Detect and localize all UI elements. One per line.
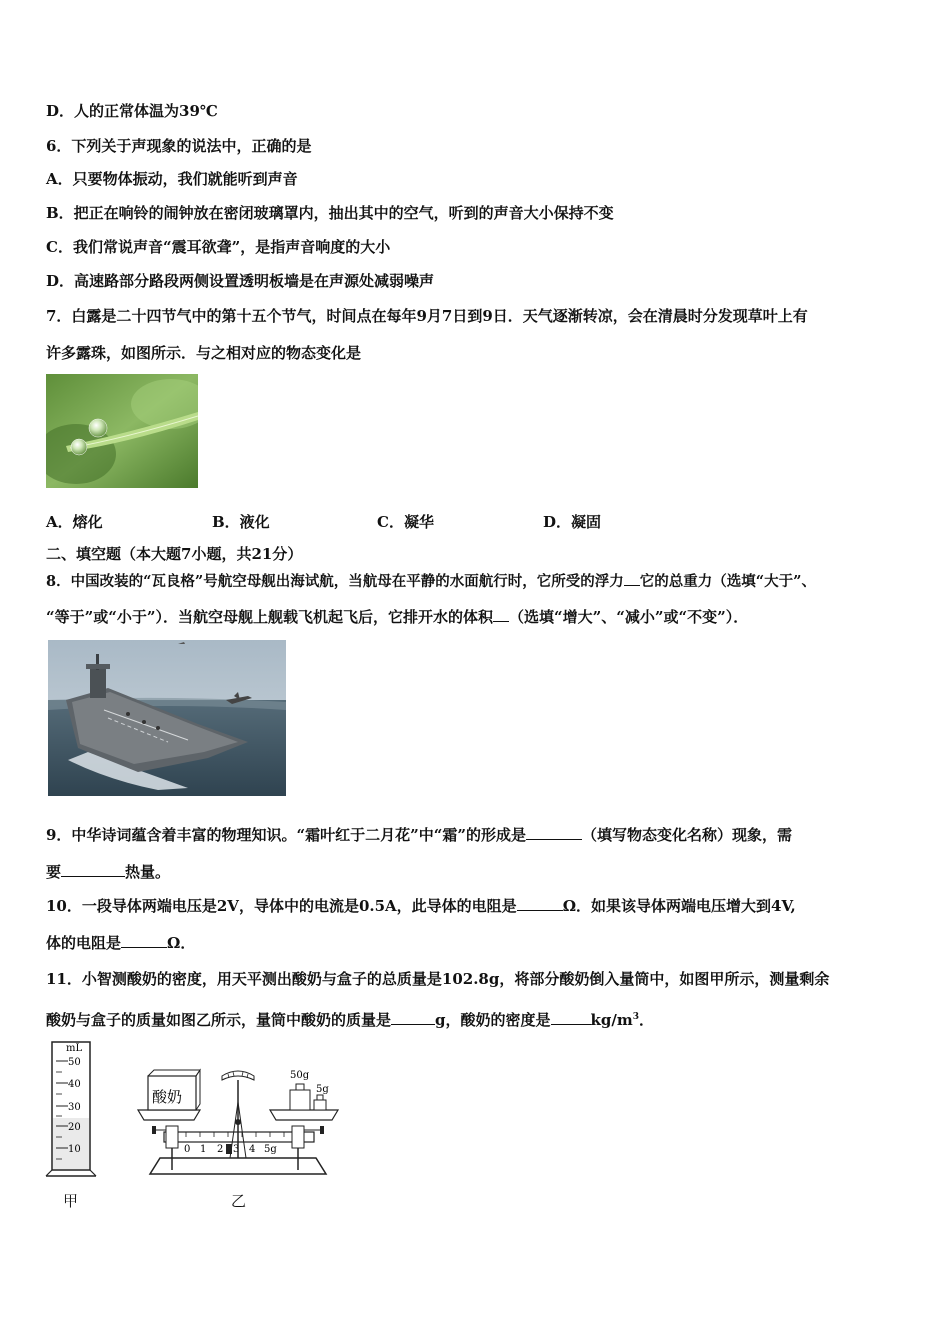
q6-option-d: D．高速路部分路段两侧设置透明板墙是在声源处减弱噪声: [46, 272, 435, 290]
q10-blank-1: [517, 896, 563, 911]
q9-blank-1: [526, 825, 582, 840]
q10-line2-part2: Ω．: [167, 934, 196, 952]
cylinder-tick-50: 50: [68, 1057, 81, 1068]
q6-option-b: B．把正在响铃的闹钟放在密闭玻璃罩内，抽出其中的空气，听到的声音大小保持不变: [46, 204, 614, 222]
q11-line2-end: ．: [639, 1011, 655, 1029]
measuring-cylinder-figure: [44, 1038, 104, 1183]
q11-line1: 11．小智测酸奶的密度，用天平测出酸奶与盒子的总质量是102.8g，将部分酸奶倒入量筒中，如图甲所示，测量剩余: [46, 970, 830, 988]
q10-line1: [46, 896, 796, 916]
q8-line1: [46, 571, 816, 592]
q8-line2-part1: “等于”或“小于”）．当航空母舰上舰载飞机起飞后，它排开水的体积: [46, 608, 494, 626]
q11-line2-part2: g，酸奶的密度是: [435, 1011, 551, 1029]
q8-line1-part2: 它的总重力（选填“大于”、: [639, 573, 816, 590]
cylinder-tick-30: 30: [68, 1102, 81, 1113]
cylinder-tick-20: 20: [68, 1122, 81, 1133]
q11-line2-part1: 酸奶与盒子的质量如图乙所示，量筒中酸奶的质量是: [46, 1011, 392, 1029]
q9-line1: [46, 825, 792, 845]
q11-unit-exponent: 3: [632, 1012, 640, 1022]
q9-line2: [46, 862, 170, 882]
q7-stem-line2: 许多露珠，如图所示．与之相对应的物态变化是: [46, 344, 362, 362]
q7-option-b: B．液化: [212, 513, 270, 531]
caption-left: 甲: [63, 1192, 79, 1210]
q11-density-unit: kg/m: [590, 1011, 633, 1029]
scale-tick-3: 3: [233, 1144, 240, 1155]
q10-line2-part1: 体的电阻是: [46, 934, 122, 952]
q7-option-d: D．凝固: [543, 513, 602, 531]
q6-option-a: A．只要物体振动，我们就能听到声音: [46, 170, 298, 188]
scale-tick-0: 0: [184, 1144, 191, 1155]
q10-line2: [46, 933, 195, 953]
q8-blank-1: [624, 571, 640, 586]
q11-blank-1: [391, 1010, 435, 1025]
scale-tick-2: 2: [217, 1144, 224, 1155]
weight-50g-label: 50g: [290, 1070, 310, 1081]
q6-stem: 6．下列关于声现象的说法中，正确的是: [46, 137, 312, 155]
q7-stem-line1: 7．白露是二十四节气中的第十五个节气，时间点在每年9月7日到9日．天气逐渐转凉，会在清晨时分发现草叶上有: [46, 307, 808, 325]
q7-option-c: C．凝华: [377, 513, 434, 531]
q8-blank-2: [493, 607, 509, 622]
q9-line2-part2: 热量。: [125, 863, 171, 881]
q10-blank-2: [121, 933, 167, 948]
q9-line1-part1: 9．中华诗词蕴含着丰富的物理知识。“霜叶红于二月花”中“霜”的形成是: [46, 826, 526, 844]
scale-tick-1: 1: [200, 1144, 207, 1155]
cylinder-unit-label: mL: [66, 1043, 83, 1054]
q9-line2-part1: 要: [46, 863, 62, 881]
q10-line1-part2: Ω．如果该导体两端电压增大到4V,: [562, 897, 796, 915]
q6-option-c: C．我们常说声音“震耳欲聋”，是指声音响度的大小: [46, 238, 391, 256]
q8-line2-part2: （选填“增大”、“减小”或“不变”）．: [509, 608, 749, 626]
scale-tick-4: 4: [249, 1144, 256, 1155]
cylinder-tick-10: 10: [68, 1144, 81, 1155]
weight-5g-label: 5g: [316, 1084, 329, 1095]
caption-right: 乙: [231, 1192, 247, 1210]
q9-line1-part2: （填写物态变化名称）现象，需: [581, 826, 792, 844]
q7-option-a: A．熔化: [46, 513, 103, 531]
q11-line2: [46, 1007, 654, 1030]
q11-blank-2: [551, 1010, 591, 1025]
cylinder-tick-40: 40: [68, 1079, 81, 1090]
dewdrop-photo: [46, 374, 198, 488]
balance-figure: [130, 1062, 345, 1187]
q10-line1-part1: 10．一段导体两端电压是2V，导体中的电流是0.5A，此导体的电阻是: [46, 897, 517, 915]
section-2-title: 二、填空题（本大题7小题，共21分）: [46, 545, 303, 563]
q5-option-d: D．人的正常体温为39℃: [46, 102, 218, 120]
q8-line1-part1: 8．中国改装的“瓦良格”号航空母舰出海试航，当航母在平静的水面航行时，它所受的浮力: [46, 573, 624, 590]
aircraft-carrier-photo: [48, 640, 286, 796]
scale-tick-5g: 5g: [264, 1144, 277, 1155]
yogurt-box-label: 酸奶: [152, 1088, 183, 1106]
q8-line2: [46, 607, 748, 627]
q9-blank-2: [61, 862, 125, 877]
